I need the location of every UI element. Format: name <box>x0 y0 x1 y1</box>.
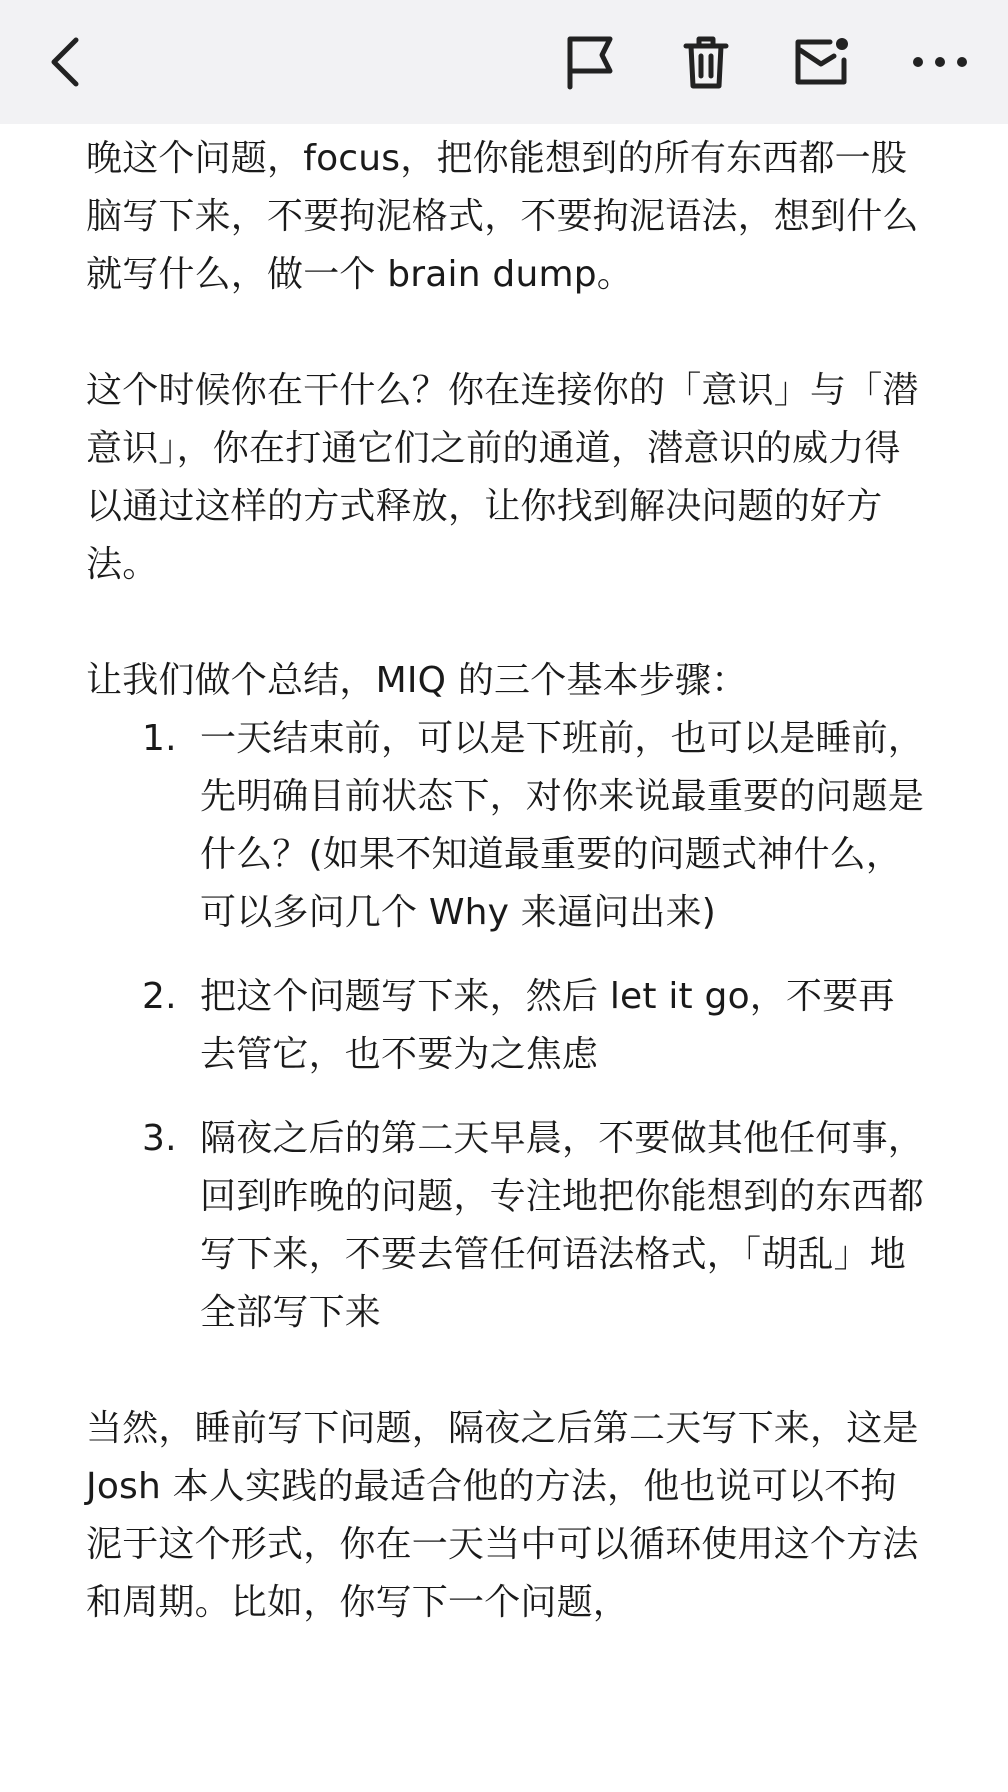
mark-unread-button[interactable] <box>782 22 862 102</box>
paragraph-summary-intro: 让我们做个总结，MIQ 的三个基本步骤： <box>86 660 748 701</box>
steps-list <box>86 710 926 1342</box>
email-body <box>86 130 926 1632</box>
list-item-number: 1. <box>142 718 177 759</box>
paragraph-brain-dump: 晚这个问题，focus，把你能想到的所有东西都一股脑写下来，不要拘泥格式，不要拘泥语法，想到什么就写什么，做一个 brain dump。 <box>86 138 919 295</box>
list-item-number: 3. <box>142 1118 177 1159</box>
trash-icon <box>682 34 730 90</box>
flag-button[interactable] <box>550 22 630 102</box>
paragraph-subconscious: 这个时候你在干什么？你在连接你的「意识」与「潜意识」，你在打通它们之前的通道，潜意识的威力得以通过这样的方式释放，让你找到解决问题的好方法。 <box>86 370 919 585</box>
list-item-text: 把这个问题写下来，然后 let it go，不要再去管它，也不要为之焦虑 <box>200 976 895 1075</box>
more-button[interactable] <box>900 22 980 102</box>
delete-button[interactable] <box>666 22 746 102</box>
list-item-text: 隔夜之后的第二天早晨，不要做其他任何事，回到昨晚的问题，专注地把你能想到的东西都写下来，不要去管任何语法格式，「胡乱」地全部写下来 <box>200 1118 925 1333</box>
chevron-left-icon <box>46 34 86 90</box>
paragraph-conclusion: 当然，睡前写下问题，隔夜之后第二天写下来，这是 Josh 本人实践的最适合他的方法，他也说可以不拘泥于这个形式，你在一天当中可以循环使用这个方法和周期。比如，你写下一个问题， <box>86 1408 919 1623</box>
list-item <box>86 710 926 942</box>
list-item <box>86 1110 926 1342</box>
list-item-text: 一天结束前，可以是下班前，也可以是睡前，先明确目前状态下，对你来说最重要的问题是什么？(如果不知道最重要的问题式神什么，可以多问几个 Why 来逼问出来) <box>200 718 925 933</box>
more-horizontal-icon <box>912 56 968 68</box>
list-item-number: 2. <box>142 976 177 1017</box>
back-button[interactable] <box>26 22 106 102</box>
mail-unread-icon <box>792 36 852 88</box>
mail-toolbar <box>0 0 1008 124</box>
flag-icon <box>564 33 616 91</box>
list-item <box>86 968 926 1084</box>
